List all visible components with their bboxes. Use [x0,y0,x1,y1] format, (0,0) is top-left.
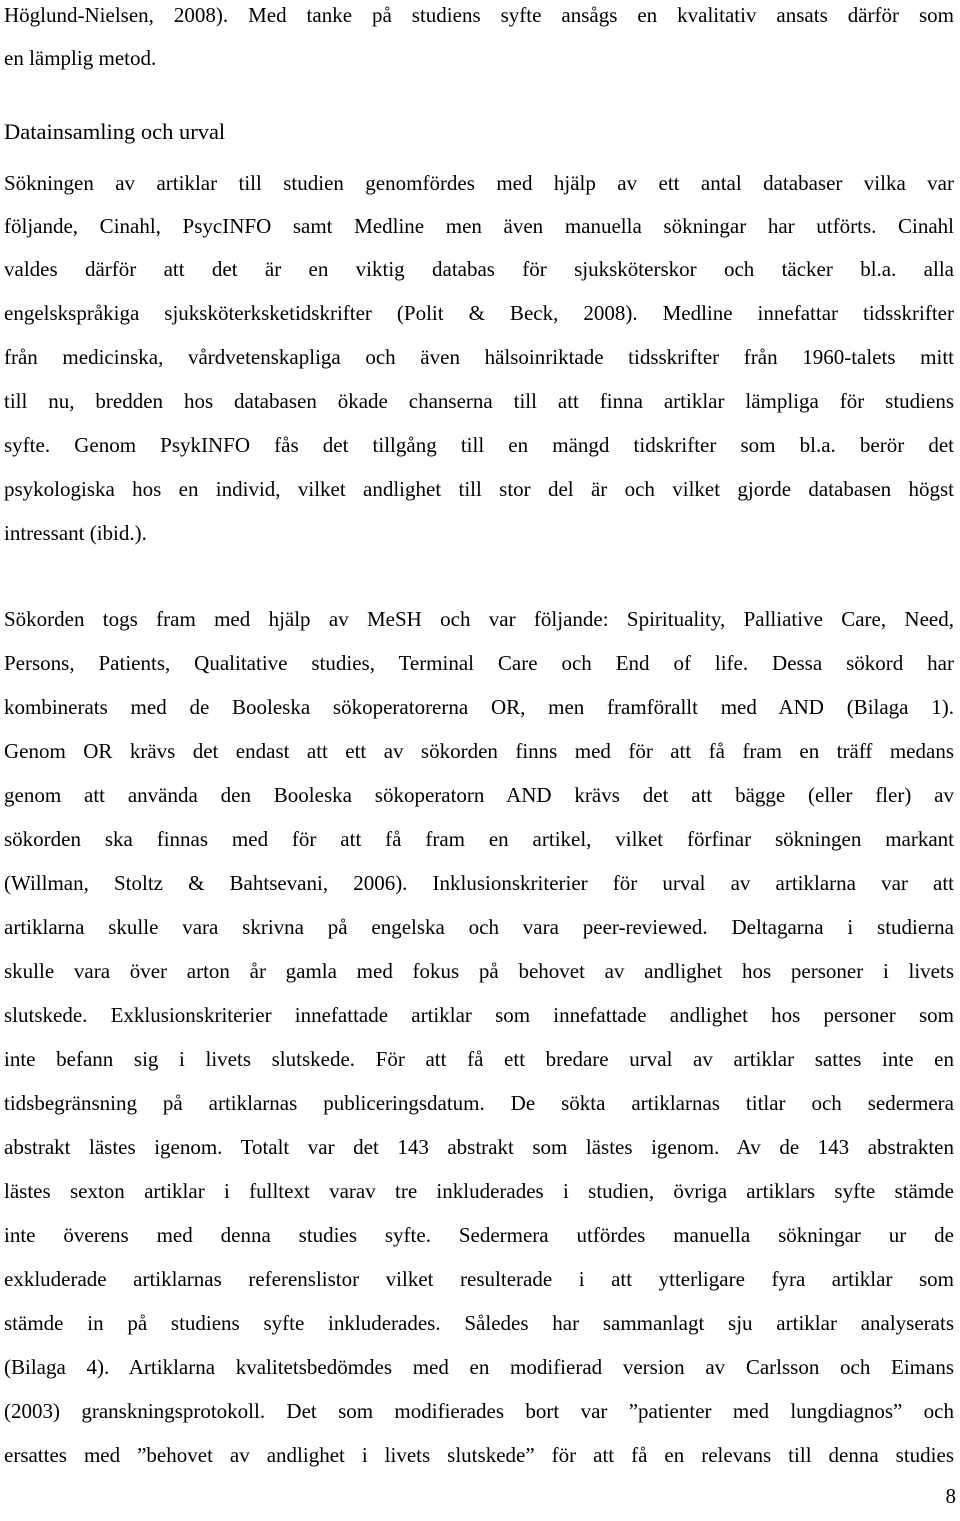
paragraph-line: sökorden ska finnas med för att få fram en artikel, vilket förfinar sökningen markant [4,827,954,851]
section-heading: Datainsamling och urval [4,119,226,144]
paragraph-line: slutskede. Exklusionskriterier innefattade artiklar som innefattade andlighet hos personer som [4,1003,954,1027]
page-number: 8 [945,1484,956,1508]
paragraph-line: psykologiska hos en individ, vilket andlighet till stor del är och vilket gjorde databasen högst [4,477,954,501]
paragraph-line: till nu, bredden hos databasen ökade chanserna till att finna artiklar lämpliga för studiens [4,389,954,413]
paragraph-line: (2003) granskningsprotokoll. Det som modifierades bort var ”patienter med lungdiagnos” och [4,1399,954,1423]
paragraph-line: valdes därför att det är en viktig databas för sjuksköterskor och täcker bl.a. alla [4,257,954,281]
paragraph-line: inte överens med denna studies syfte. Sedermera utfördes manuella sökningar ur de [4,1223,954,1247]
paragraph-line: ersattes med ”behovet av andlighet i livets slutskede” för att få en relevans till denna studies [4,1443,954,1467]
paragraph-line: inte befann sig i livets slutskede. För att få ett bredare urval av artiklar sattes inte en [4,1047,954,1071]
paragraph-line: skulle vara över arton år gamla med fokus på behovet av andlighet hos personer i livets [4,959,954,983]
intro-line: en lämplig metod. [4,46,157,70]
paragraph-line: abstrakt lästes igenom. Totalt var det 143 abstrakt som lästes igenom. Av de 143 abstrakten [4,1135,954,1159]
paragraph-line: exkluderade artiklarnas referenslistor vilket resulterade i att ytterligare fyra artiklar som [4,1267,954,1291]
intro-line: Höglund-Nielsen, 2008). Med tanke på studiens syfte ansågs en kvalitativ ansats därför som [4,3,954,27]
paragraph-line: Sökningen av artiklar till studien genomfördes med hjälp av ett antal databaser vilka var [4,171,954,195]
paragraph-line: följande, Cinahl, PsycINFO samt Medline men även manuella sökningar har utförts. Cinahl [4,214,954,238]
paragraph-line: stämde in på studiens syfte inkluderades. Således har sammanlagt sju artiklar analyserats [4,1311,954,1335]
paragraph-line: syfte. Genom PsykINFO fås det tillgång till en mängd tidskrifter som bl.a. berör det [4,433,954,457]
paragraph-line: Genom OR krävs det endast att ett av sökorden finns med för att få fram en träff medans [4,739,954,763]
paragraph-line: artiklarna skulle vara skrivna på engelska och vara peer-reviewed. Deltagarna i studierna [4,915,954,939]
paragraph-line: från medicinska, vårdvetenskapliga och även hälsoinriktade tidsskrifter från 1960-talets mitt [4,345,954,369]
paragraph-line: intressant (ibid.). [4,521,147,545]
paragraph-line: (Bilaga 4). Artiklarna kvalitetsbedömdes med en modifierad version av Carlsson och Eimans [4,1355,954,1379]
paragraph-line: (Willman, Stoltz & Bahtsevani, 2006). Inklusionskriterier för urval av artiklarna var att [4,871,954,895]
paragraph-line: lästes sexton artiklar i fulltext varav tre inkluderades i studien, övriga artiklars syfte stämde [4,1179,954,1203]
paragraph-line: engelskspråkiga sjuksköterksketidskrifter (Polit & Beck, 2008). Medline innefattar tidsskrifter [4,301,954,325]
paragraph-line: Persons, Patients, Qualitative studies, Terminal Care och End of life. Dessa sökord har [4,651,954,675]
paragraph-line: tidsbegränsning på artiklarnas publiceringsdatum. De sökta artiklarnas titlar och sedermera [4,1091,954,1115]
paragraph-line: kombinerats med de Booleska sökoperatorerna OR, men framförallt med AND (Bilaga 1). [4,695,954,719]
paragraph-line: genom att använda den Booleska sökoperatorn AND krävs det att bägge (eller fler) av [4,783,954,807]
paragraph-line: Sökorden togs fram med hjälp av MeSH och var följande: Spirituality, Palliative Care, Need, [4,607,954,631]
